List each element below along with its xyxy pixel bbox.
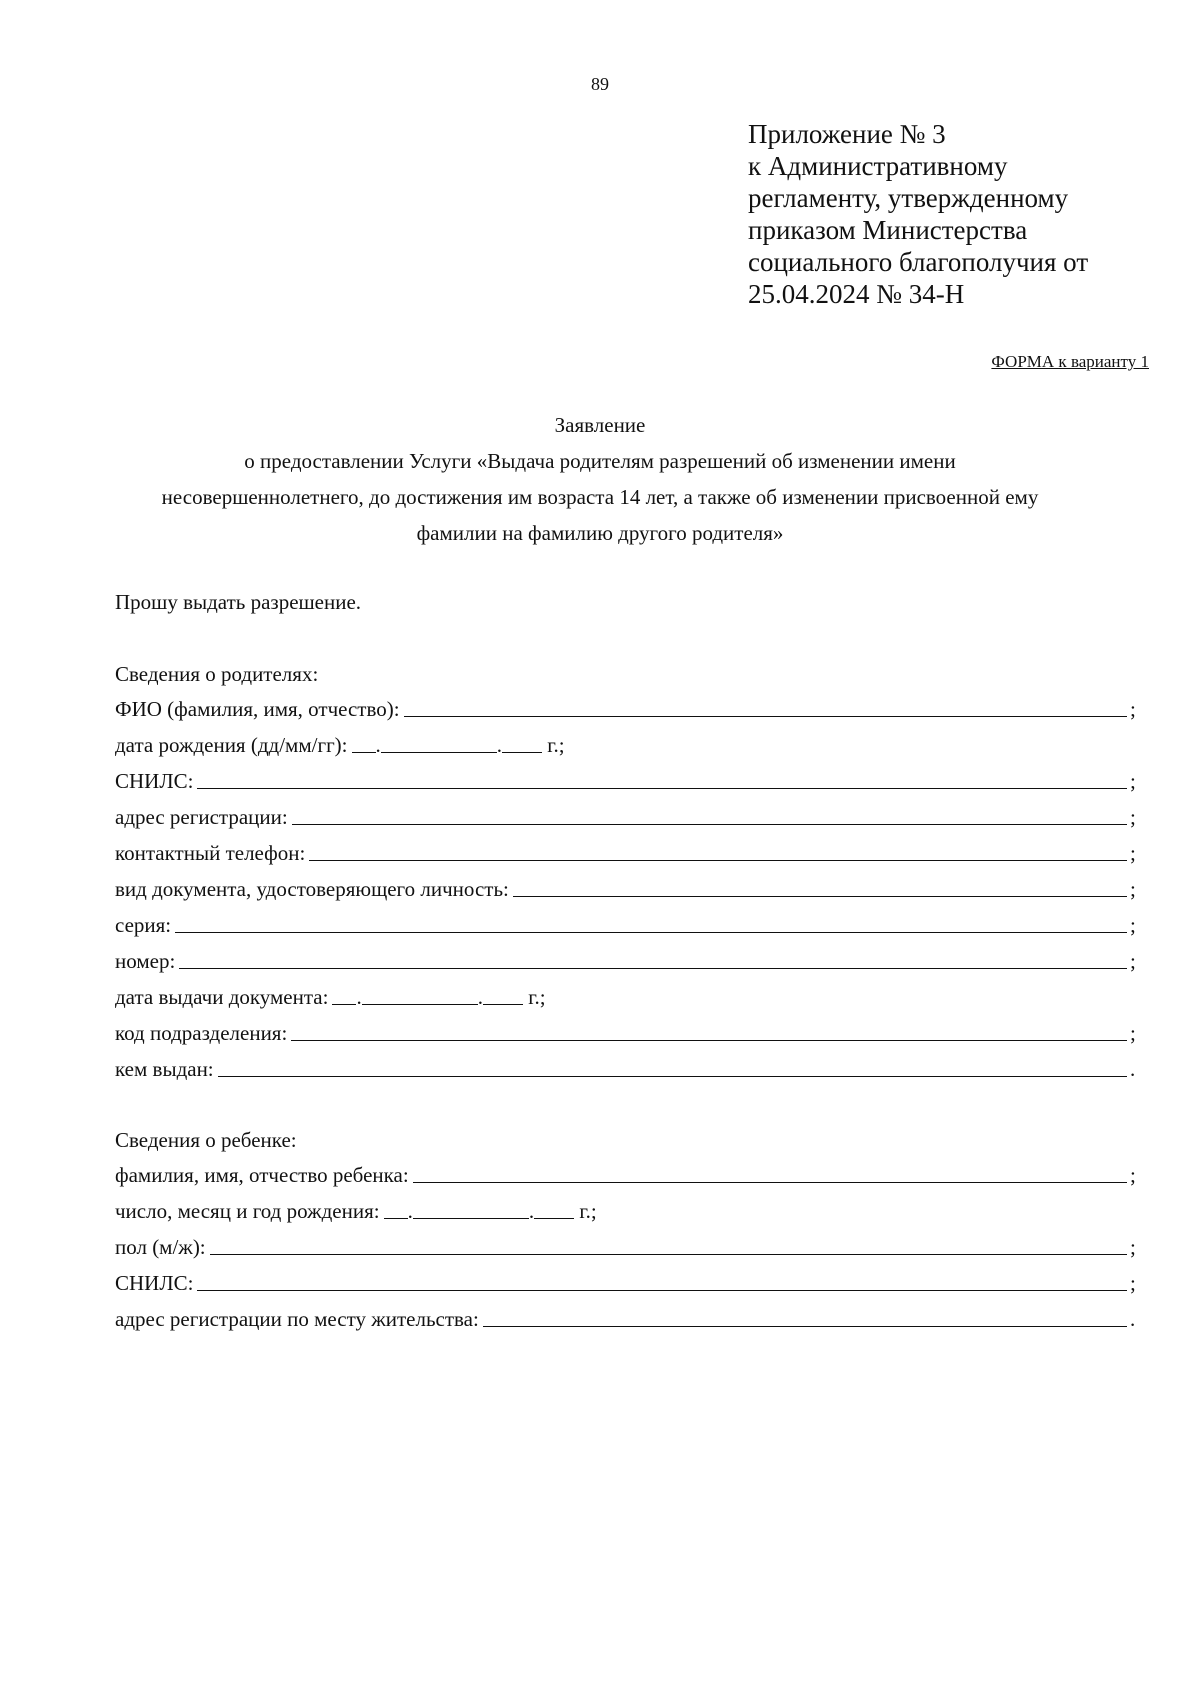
- date-suffix: г.;: [574, 1199, 597, 1223]
- date-separator: .: [496, 733, 503, 757]
- field-label: число, месяц и год рождения:: [115, 1199, 380, 1223]
- child-residence-address-field[interactable]: [115, 1300, 1140, 1332]
- fill-line[interactable]: [513, 895, 1127, 897]
- appendix-block: [748, 118, 1168, 310]
- form-variant-label: ФОРМА к варианту 1: [991, 352, 1149, 371]
- field-label: адрес регистрации по месту жительства:: [115, 1307, 479, 1331]
- child-section-heading: Сведения о ребенке:: [115, 1128, 297, 1152]
- field-end: ;: [1130, 805, 1136, 829]
- child-full-name-field[interactable]: [115, 1156, 1140, 1188]
- field-label: СНИЛС:: [115, 769, 194, 793]
- field-end: ;: [1130, 1021, 1136, 1045]
- year-blank[interactable]: [483, 1003, 523, 1005]
- field-label: кем выдан:: [115, 1057, 214, 1081]
- parent-series-field[interactable]: [115, 906, 1140, 938]
- child-sex-field[interactable]: [115, 1228, 1140, 1260]
- field-label: номер:: [115, 949, 176, 973]
- title-heading: Заявление: [554, 413, 646, 437]
- appendix-line: социального благополучия от: [748, 247, 1089, 277]
- fill-line[interactable]: [197, 787, 1127, 789]
- field-label: ФИО (фамилия, имя, отчество):: [115, 697, 400, 721]
- appendix-line: регламенту, утвержденному: [748, 183, 1069, 213]
- field-label: контактный телефон:: [115, 841, 306, 865]
- fill-line[interactable]: [210, 1253, 1127, 1255]
- fill-line[interactable]: [413, 1181, 1127, 1183]
- request-text: Прошу выдать разрешение.: [115, 590, 362, 614]
- field-label: дата рождения (дд/мм/гг):: [115, 733, 348, 757]
- field-end: ;: [1130, 913, 1136, 937]
- title-line: о предоставлении Услуги «Выдача родителям разрешений об изменении имени: [244, 449, 956, 473]
- fill-line[interactable]: [291, 1039, 1127, 1041]
- field-end: ;: [1130, 841, 1136, 865]
- parent-full-name-field[interactable]: [115, 690, 1140, 722]
- appendix-line: 25.04.2024 № 34-Н: [748, 279, 965, 309]
- year-blank[interactable]: [502, 751, 542, 753]
- field-end: ;: [1130, 1163, 1136, 1187]
- field-label: вид документа, удостоверяющего личность:: [115, 877, 509, 901]
- title-line: фамилии на фамилию другого родителя»: [416, 521, 784, 545]
- date-separator: .: [356, 985, 362, 1009]
- day-blank[interactable]: [384, 1217, 408, 1219]
- date-separator: .: [407, 1199, 413, 1223]
- field-end: ;: [1130, 769, 1136, 793]
- field-end: ;: [1130, 1271, 1136, 1295]
- field-end: ;: [1130, 949, 1136, 973]
- field-end: .: [1130, 1057, 1136, 1081]
- fill-line[interactable]: [218, 1075, 1127, 1077]
- appendix-line: приказом Министерства: [748, 215, 1028, 245]
- fill-line[interactable]: [197, 1289, 1127, 1291]
- child-snils-field[interactable]: [115, 1264, 1140, 1296]
- day-blank[interactable]: [332, 1003, 356, 1005]
- date-suffix: г.;: [522, 985, 546, 1009]
- parent-address-field[interactable]: [115, 798, 1140, 830]
- field-end: ;: [1130, 697, 1136, 721]
- title-line: несовершеннолетнего, до достижения им возраста 14 лет, а также об изменении присвоенной ему: [161, 485, 1039, 509]
- parents-section-heading: Сведения о родителях:: [115, 662, 319, 686]
- year-blank[interactable]: [534, 1217, 574, 1219]
- fill-line[interactable]: [175, 931, 1127, 933]
- parent-number-field[interactable]: [115, 942, 1140, 974]
- month-blank[interactable]: [381, 751, 497, 753]
- appendix-line: Приложение № 3: [748, 119, 946, 149]
- date-suffix: г.;: [542, 733, 565, 757]
- parent-phone-field[interactable]: [115, 834, 1140, 866]
- fill-line[interactable]: [404, 715, 1127, 717]
- field-label: СНИЛС:: [115, 1271, 194, 1295]
- parent-birth-date-field[interactable]: [115, 726, 565, 758]
- field-label: пол (м/ж):: [115, 1235, 206, 1259]
- field-label: серия:: [115, 913, 172, 937]
- field-end: ;: [1130, 877, 1136, 901]
- fill-line[interactable]: [292, 823, 1127, 825]
- month-blank[interactable]: [413, 1217, 529, 1219]
- child-birth-date-field[interactable]: [115, 1192, 597, 1224]
- parent-issue-date-field[interactable]: [115, 978, 546, 1010]
- field-end: ;: [1130, 1235, 1136, 1259]
- application-title: [100, 407, 1100, 551]
- fill-line[interactable]: [309, 859, 1127, 861]
- parent-snils-field[interactable]: [115, 762, 1140, 794]
- parent-id-doc-type-field[interactable]: [115, 870, 1140, 902]
- page-number: 89: [591, 74, 609, 94]
- field-label: код подразделения:: [115, 1021, 288, 1045]
- date-separator: .: [528, 1199, 535, 1223]
- field-label: адрес регистрации:: [115, 805, 288, 829]
- month-blank[interactable]: [362, 1003, 478, 1005]
- field-label: фамилия, имя, отчество ребенка:: [115, 1163, 409, 1187]
- field-end: .: [1130, 1307, 1136, 1331]
- parent-issued-by-field[interactable]: [115, 1050, 1140, 1082]
- date-separator: .: [375, 733, 381, 757]
- day-blank[interactable]: [352, 751, 376, 753]
- date-separator: .: [477, 985, 483, 1009]
- appendix-line: к Административному: [748, 151, 1008, 181]
- field-label: дата выдачи документа:: [115, 985, 329, 1009]
- fill-line[interactable]: [179, 967, 1127, 969]
- parent-division-code-field[interactable]: [115, 1014, 1140, 1046]
- fill-line[interactable]: [483, 1325, 1127, 1327]
